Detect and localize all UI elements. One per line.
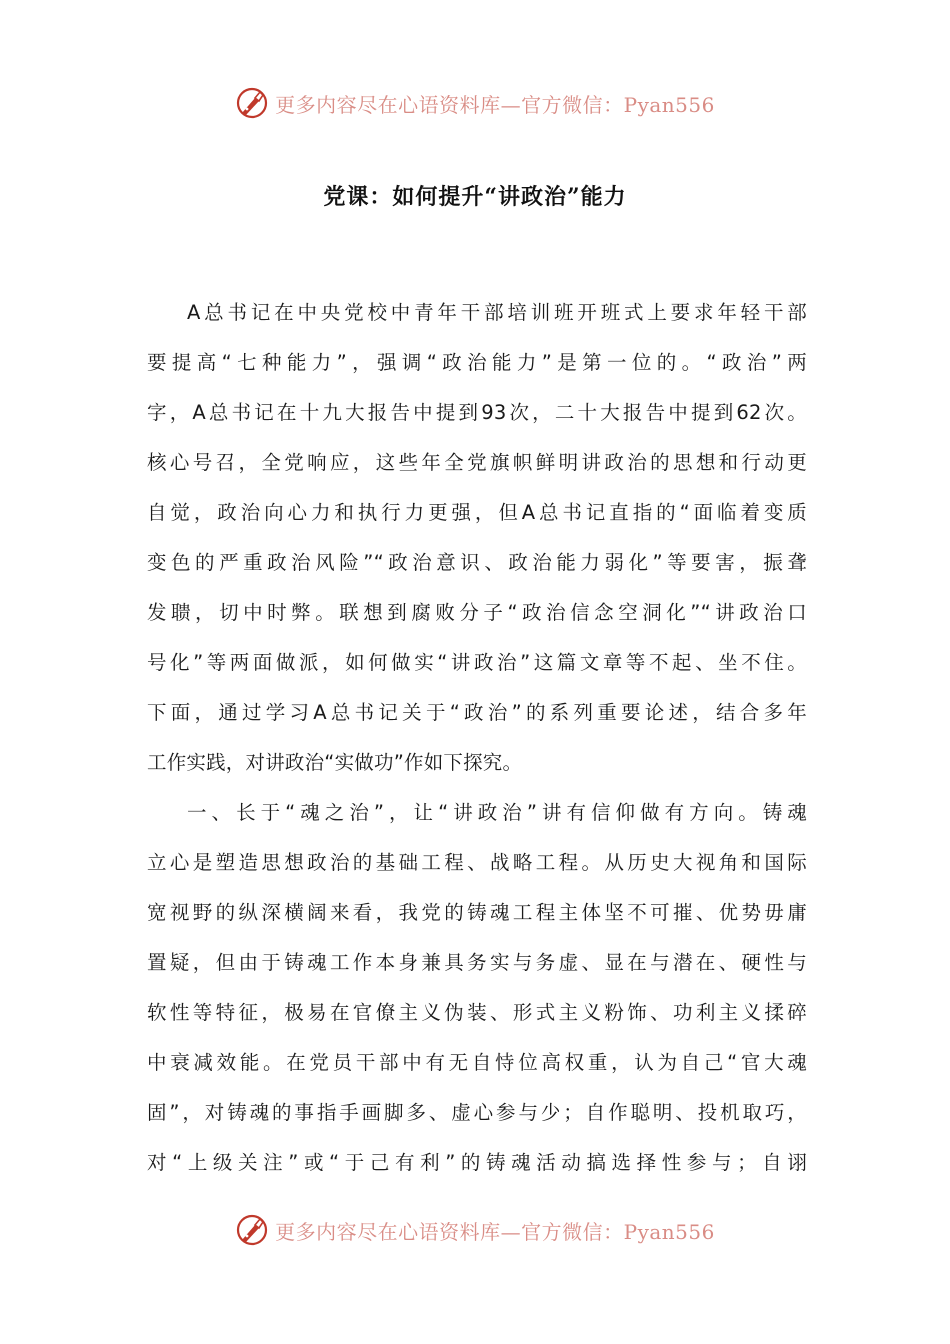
body-line: 自觉，政治向心力和执行力更强，但A总书记直指的“面临着变质 bbox=[147, 501, 807, 524]
header-banner bbox=[0, 83, 950, 123]
body-line: 要提高“七种能力”，强调“政治能力”是第一位的。“政治”两 bbox=[147, 351, 807, 374]
footer-banner bbox=[0, 1210, 950, 1250]
document-title: 党课：如何提升“讲政治”能力 bbox=[323, 184, 627, 210]
body-line: 软性等特征，极易在官僚主义伪装、形式主义粉饰、功利主义揉碎 bbox=[147, 1001, 807, 1024]
body-line: 字，A总书记在十九大报告中提到93次，二十大报告中提到62次。 bbox=[147, 401, 807, 424]
body-line: 置疑，但由于铸魂工作本身兼具务实与务虚、显在与潜在、硬性与 bbox=[147, 951, 807, 974]
body-line: 宽视野的纵深横阔来看，我党的铸魂工程主体坚不可摧、优势毋庸 bbox=[147, 901, 807, 924]
body-line: 下面，通过学习A总书记关于“政治”的系列重要论述，结合多年 bbox=[147, 701, 807, 724]
footer-banner-text: 更多内容尽在心语资料库—官方微信：Pyan556 bbox=[275, 1219, 715, 1244]
body-line: 固”，对铸魂的事指手画脚多、虚心参与少；自作聪明、投机取巧， bbox=[147, 1101, 807, 1124]
body-line: 对“上级关注”或“于己有利”的铸魂活动搞选择性参与；自诩 bbox=[147, 1151, 807, 1174]
body-line: 号化”等两面做派，如何做实“讲政治”这篇文章等不起、坐不住。 bbox=[147, 651, 807, 674]
body-line: 立心是塑造思想政治的基础工程、战略工程。从历史大视角和国际 bbox=[147, 851, 807, 874]
body-line: 一、长于“魂之治”，让“讲政治”讲有信仰做有方向。铸魂 bbox=[187, 801, 807, 824]
body-line: A总书记在中央党校中青年干部培训班开班式上要求年轻干部 bbox=[187, 301, 807, 324]
body-line: 工作实践，对讲政治“实做功”作如下探究。 bbox=[147, 751, 523, 774]
pen-nib-logo-icon bbox=[235, 1213, 269, 1247]
body-line: 中衰减效能。在党员干部中有无自恃位高权重，认为自己“官大魂 bbox=[147, 1051, 807, 1074]
body-line: 核心号召，全党响应，这些年全党旗帜鲜明讲政治的思想和行动更 bbox=[147, 451, 807, 474]
header-banner-text: 更多内容尽在心语资料库—官方微信：Pyan556 bbox=[275, 92, 715, 117]
document-body bbox=[147, 288, 807, 1188]
body-line: 变色的严重政治风险”“政治意识、政治能力弱化”等要害，振聋 bbox=[147, 551, 807, 574]
body-line: 发聩，切中时弊。联想到腐败分子“政治信念空洞化”“讲政治口 bbox=[147, 601, 807, 624]
pen-nib-logo-icon bbox=[235, 86, 269, 120]
